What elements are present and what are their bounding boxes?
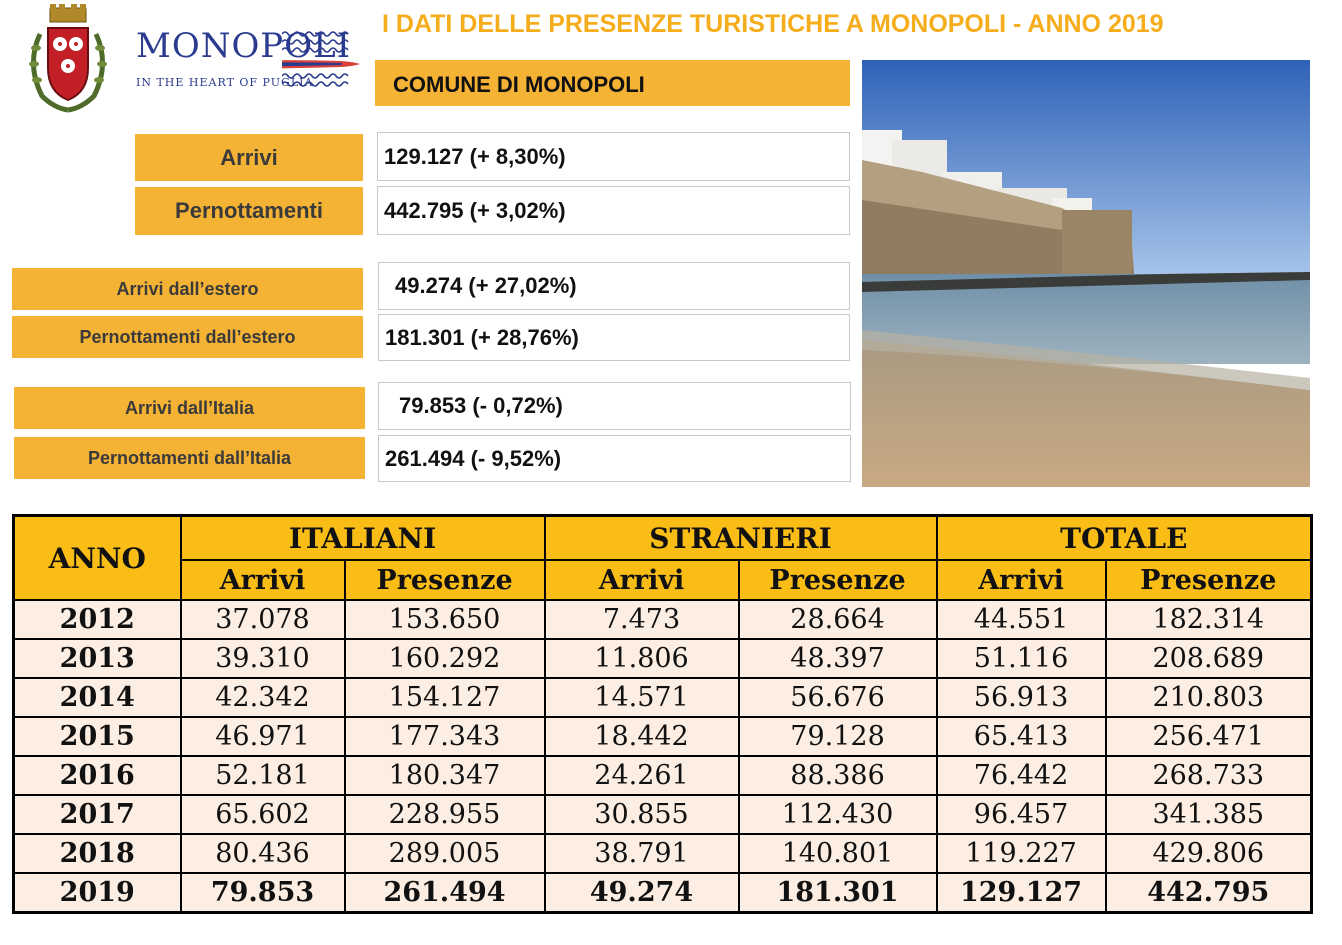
cell-italiani-arrivi: 39.310 — [181, 639, 345, 678]
cell-anno: 2014 — [14, 678, 181, 717]
summary-value-arrivi-italia: 79.853 (- 0,72%) — [378, 382, 851, 430]
header-stranieri: STRANIERI — [545, 516, 937, 561]
monopoli-coast-photo — [862, 60, 1310, 487]
cell-totale-presenze: 442.795 — [1106, 873, 1312, 913]
cell-anno: 2019 — [14, 873, 181, 913]
subheader-italiani-arrivi: Arrivi — [181, 560, 345, 600]
subheader-italiani-presenze: Presenze — [345, 560, 545, 600]
summary-value-pernottamenti-italia: 261.494 (- 9,52%) — [378, 435, 851, 482]
cell-totale-presenze: 268.733 — [1106, 756, 1312, 795]
page-title: I DATI DELLE PRESENZE TURISTICHE A MONOPOLI - ANNO 2019 — [382, 10, 1164, 38]
table-body — [14, 600, 1312, 913]
summary-value-pernottamenti: 442.795 (+ 3,02%) — [377, 186, 850, 235]
table-row — [14, 756, 1312, 795]
cell-stranieri-arrivi: 7.473 — [545, 600, 739, 639]
cell-stranieri-presenze: 140.801 — [739, 834, 937, 873]
cell-stranieri-arrivi: 14.571 — [545, 678, 739, 717]
cell-italiani-presenze: 177.343 — [345, 717, 545, 756]
cell-stranieri-presenze: 112.430 — [739, 795, 937, 834]
cell-italiani-arrivi: 52.181 — [181, 756, 345, 795]
table-row — [14, 600, 1312, 639]
summary-label-arrivi-estero: Arrivi dall’estero — [12, 268, 363, 310]
cell-anno: 2012 — [14, 600, 181, 639]
cell-totale-arrivi: 76.442 — [937, 756, 1106, 795]
cell-totale-arrivi: 129.127 — [937, 873, 1106, 913]
cell-totale-presenze: 210.803 — [1106, 678, 1312, 717]
waves-icon — [282, 28, 362, 92]
cell-anno: 2016 — [14, 756, 181, 795]
summary-label-arrivi-italia: Arrivi dall’Italia — [14, 387, 365, 429]
cell-italiani-arrivi: 46.971 — [181, 717, 345, 756]
cell-italiani-arrivi: 80.436 — [181, 834, 345, 873]
cell-stranieri-arrivi: 38.791 — [545, 834, 739, 873]
cell-stranieri-presenze: 28.664 — [739, 600, 937, 639]
brand-logo — [132, 24, 364, 96]
cell-totale-arrivi: 56.913 — [937, 678, 1106, 717]
cell-totale-presenze: 182.314 — [1106, 600, 1312, 639]
cell-totale-presenze: 208.689 — [1106, 639, 1312, 678]
subheader-totale-presenze: Presenze — [1106, 560, 1312, 600]
cell-italiani-arrivi: 37.078 — [181, 600, 345, 639]
cell-italiani-presenze: 180.347 — [345, 756, 545, 795]
cell-totale-arrivi: 96.457 — [937, 795, 1106, 834]
table-row — [14, 717, 1312, 756]
cell-stranieri-presenze: 56.676 — [739, 678, 937, 717]
cell-stranieri-presenze: 181.301 — [739, 873, 937, 913]
summary-value-arrivi-estero: 49.274 (+ 27,02%) — [378, 262, 850, 310]
cell-stranieri-arrivi: 49.274 — [545, 873, 739, 913]
summary-label-pernottamenti-estero: Pernottamenti dall’estero — [12, 316, 363, 358]
cell-stranieri-arrivi: 24.261 — [545, 756, 739, 795]
table-row — [14, 834, 1312, 873]
header-totale: TOTALE — [937, 516, 1312, 561]
cell-anno: 2015 — [14, 717, 181, 756]
cell-totale-presenze: 341.385 — [1106, 795, 1312, 834]
cell-italiani-presenze: 153.650 — [345, 600, 545, 639]
tourism-stats-table — [12, 514, 1313, 914]
cell-totale-presenze: 256.471 — [1106, 717, 1312, 756]
cell-anno: 2017 — [14, 795, 181, 834]
table-row — [14, 873, 1312, 913]
cell-italiani-presenze: 228.955 — [345, 795, 545, 834]
cell-italiani-arrivi: 42.342 — [181, 678, 345, 717]
coat-of-arms-logo — [24, 4, 112, 116]
subheader-stranieri-presenze: Presenze — [739, 560, 937, 600]
subheader-totale-arrivi: Arrivi — [937, 560, 1106, 600]
cell-totale-arrivi: 119.227 — [937, 834, 1106, 873]
table-row — [14, 795, 1312, 834]
table-row — [14, 639, 1312, 678]
cell-italiani-presenze: 154.127 — [345, 678, 545, 717]
cell-italiani-presenze: 261.494 — [345, 873, 545, 913]
summary-value-arrivi: 129.127 (+ 8,30%) — [377, 132, 850, 181]
cell-italiani-presenze: 160.292 — [345, 639, 545, 678]
cell-totale-arrivi: 44.551 — [937, 600, 1106, 639]
cell-stranieri-presenze: 48.397 — [739, 639, 937, 678]
brand-name: MONOPOLI — [136, 26, 352, 66]
cell-italiani-arrivi: 79.853 — [181, 873, 345, 913]
summary-label-pernottamenti-italia: Pernottamenti dall’Italia — [14, 437, 365, 479]
subheader-stranieri-arrivi: Arrivi — [545, 560, 739, 600]
summary-value-pernottamenti-estero: 181.301 (+ 28,76%) — [378, 314, 850, 361]
cell-totale-presenze: 429.806 — [1106, 834, 1312, 873]
cell-anno: 2018 — [14, 834, 181, 873]
summary-label-arrivi: Arrivi — [135, 134, 363, 181]
cell-stranieri-arrivi: 11.806 — [545, 639, 739, 678]
cell-stranieri-arrivi: 30.855 — [545, 795, 739, 834]
summary-label-pernottamenti: Pernottamenti — [135, 187, 363, 235]
table-row — [14, 678, 1312, 717]
comune-banner: COMUNE DI MONOPOLI — [375, 60, 850, 106]
cell-stranieri-arrivi: 18.442 — [545, 717, 739, 756]
header-anno: ANNO — [14, 516, 181, 601]
cell-totale-arrivi: 51.116 — [937, 639, 1106, 678]
cell-italiani-arrivi: 65.602 — [181, 795, 345, 834]
header-italiani: ITALIANI — [181, 516, 545, 561]
cell-italiani-presenze: 289.005 — [345, 834, 545, 873]
cell-stranieri-presenze: 88.386 — [739, 756, 937, 795]
cell-stranieri-presenze: 79.128 — [739, 717, 937, 756]
cell-anno: 2013 — [14, 639, 181, 678]
cell-totale-arrivi: 65.413 — [937, 717, 1106, 756]
brand-tagline: IN THE HEART OF PUGLIA — [136, 76, 314, 89]
